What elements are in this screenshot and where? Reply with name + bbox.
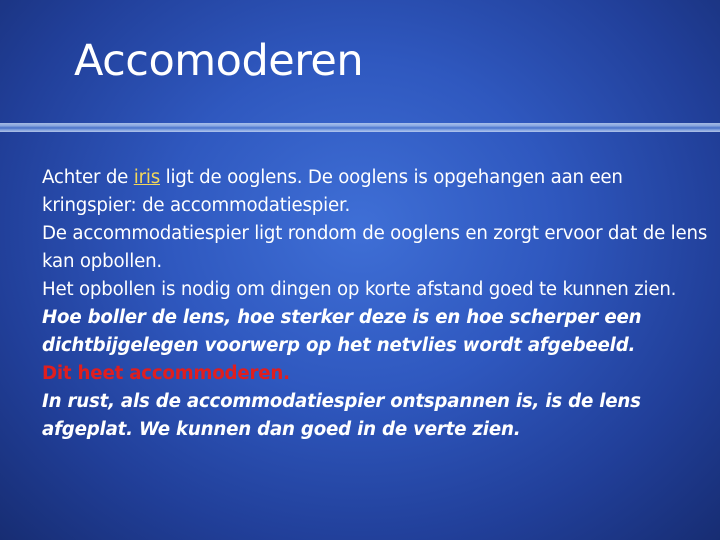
paragraph-1-pre: Achter de <box>42 167 134 188</box>
paragraph-1-post: ligt de ooglens. De ooglens is opgehangen aan een kringspier: de accommodatiespier. <box>42 167 623 216</box>
iris-link[interactable]: iris <box>133 167 161 188</box>
paragraph-5-highlight: Dit heet accommoderen. <box>42 363 290 384</box>
paragraph-1 <box>42 164 710 220</box>
paragraph-4: Hoe boller de lens, hoe sterker deze is en hoe scherper een dichtbijgelegen voorwerp op het netvlies wordt afgebeeld. <box>42 307 642 356</box>
paragraph-2: De accommodatiespier ligt rondom de ooglens en zorgt ervoor dat de lens kan opbollen. <box>42 223 708 272</box>
title-divider <box>0 123 720 132</box>
paragraph-3: Het opbollen is nodig om dingen op korte afstand goed te kunnen zien. <box>42 279 677 300</box>
slide-body <box>42 164 710 444</box>
slide-title: Accomoderen <box>74 36 364 86</box>
paragraph-6: In rust, als de accommodatiespier ontspannen is, is de lens afgeplat. We kunnen dan goed in de verte zien. <box>42 391 641 440</box>
